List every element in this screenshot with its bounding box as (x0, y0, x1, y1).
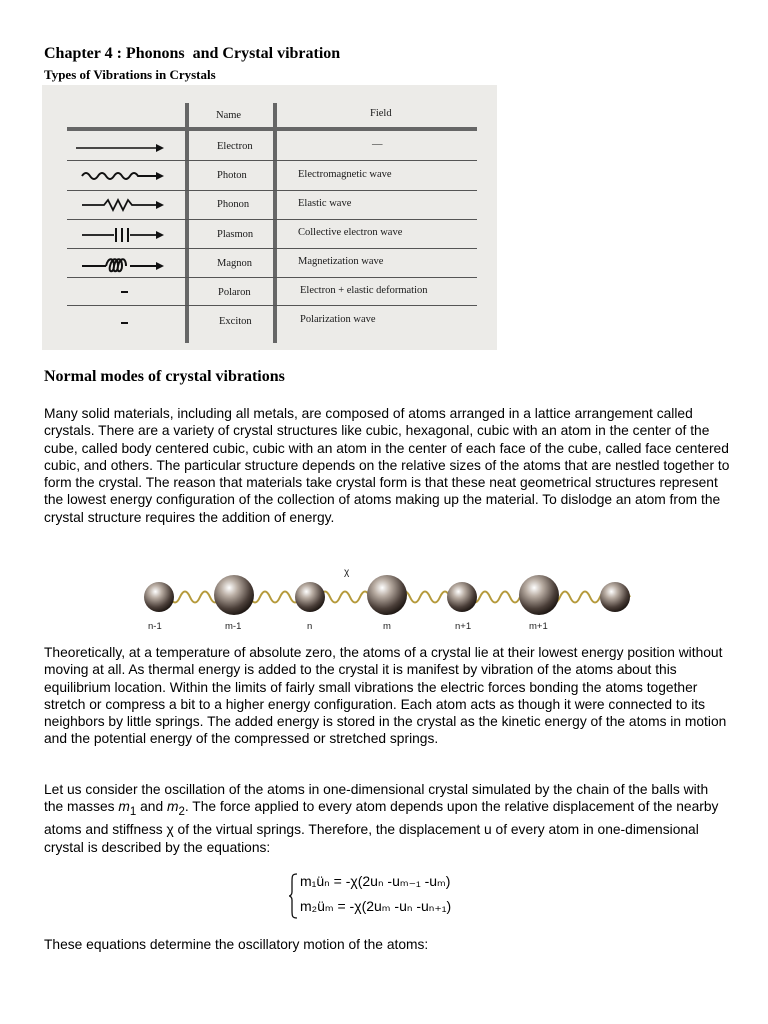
electron-arrow-icon (74, 141, 164, 155)
atom-large (367, 575, 407, 615)
table-cell-name: Polaron (218, 287, 251, 298)
left-brace-icon (288, 872, 298, 920)
paragraph-text: . The force applied to every atom depends upon the relative displacement of the nearby atoms and stiffness (44, 799, 719, 838)
atom-large (519, 575, 559, 615)
table-cell-name: Exciton (219, 316, 252, 327)
paragraph-thermal-vibration: Theoretically, at a temperature of absolute zero, the atoms of a crystal lie at their lowest energy position without moving at all. As thermal energy is added to the crystal it is manifest by vibration of the atoms about this equilibrium location. Within the limits of fairly small vibrations the electric forces bonding the atoms together stretch or compress a bit to a higher energy configuration. Each atom acts as though it were connected to its neighbors by little springs. The added energy is stored in the crystal as the kinetic energy of the atoms in motion and the potential energy of the compressed or stretched springs. (44, 645, 727, 747)
paragraph-text: and (136, 799, 167, 815)
table-cell-field: Electromagnetic wave (298, 169, 392, 180)
atom-label: m-1 (225, 621, 242, 632)
equation-2: m₂üₘ = -χ(2uₘ -uₙ -uₙ₊₁) (300, 898, 452, 914)
mass-subscript: 2 (178, 806, 185, 819)
table-cell-field: Electron + elastic deformation (300, 285, 428, 296)
atom-chain-figure (140, 563, 640, 635)
table-cell-name: Magnon (217, 258, 252, 269)
mass-subscript: 1 (129, 806, 137, 819)
table-cell-field: Collective electron wave (298, 227, 403, 238)
table-cell-name: Photon (217, 170, 247, 181)
equation-1: m₁üₙ = -χ(2uₙ -uₘ₋₁ -uₘ) (300, 873, 451, 889)
table-header-name: Name (216, 110, 242, 121)
paragraph-equations-intro: These equations determine the oscillatory motion of the atoms: (44, 937, 429, 952)
row-divider (67, 305, 477, 306)
table-divider-right (273, 103, 277, 343)
atom-label: m (383, 621, 391, 632)
polaron-dash-icon (119, 285, 131, 299)
table-cell-field: — (372, 139, 383, 150)
table-cell-field: Magnetization wave (298, 256, 384, 267)
row-divider (67, 160, 477, 161)
magnon-coil-icon (80, 257, 166, 273)
equations-block (288, 870, 498, 922)
table-divider-left (185, 103, 189, 343)
phonon-zigzag-icon (80, 198, 166, 212)
mass-symbol: m (118, 799, 130, 815)
table-cell-field: Elastic wave (298, 198, 352, 209)
table-cell-name: Electron (217, 141, 253, 152)
row-divider (67, 190, 477, 191)
atom-label: n-1 (148, 621, 162, 632)
row-divider (67, 277, 477, 278)
exciton-dash-icon (119, 316, 131, 330)
paragraph-oscillation-setup (44, 781, 730, 856)
stiffness-symbol: χ (166, 822, 174, 838)
atom-small (600, 582, 630, 612)
paragraph-text: of the virtual springs. Therefore, the displacement u of every atom in one-dimensional crystal is described by the equations: (44, 822, 699, 855)
table-cell-name: Plasmon (217, 229, 254, 240)
paragraph-lattice-intro: Many solid materials, including all metals, are composed of atoms arranged in a lattice arrangement called crystals. There are a variety of crystal structures like cubic, hexagonal, cubic with an atom in the center of the cube, called body centered cubic, cubic with an atom in the center of each face of the cube, called face centered cubic, and others. The particular structure depends on the relative sizes of the atoms that are nestled together to form the crystal. The reason that materials take crystal form is that these neat geometrical structures represent the lowest energy configuration of the collection of atoms making up the material. To dislodge an atom from the crystal structure requires the addition of energy. (44, 406, 730, 525)
plasmon-capacitor-icon (80, 227, 166, 243)
atom-large (214, 575, 254, 615)
row-divider (67, 248, 477, 249)
table-cell-name: Phonon (217, 199, 250, 210)
atom-small (295, 582, 325, 612)
row-divider (67, 219, 477, 220)
paragraph-text: Let us consider the oscillation of the atoms in one-dimensional crystal simulated by the chain of the balls with the masses (44, 782, 709, 815)
atom-label: n+1 (455, 621, 472, 632)
spring-label: χ (344, 567, 350, 578)
vibration-types-table (42, 85, 497, 350)
table-cell-field: Polarization wave (300, 314, 376, 325)
section-heading: Normal modes of crystal vibrations (44, 368, 285, 385)
chapter-title: Chapter 4 : Phonons and Crystal vibration (44, 45, 341, 62)
chapter-subtitle: Types of Vibrations in Crystals (44, 67, 216, 82)
photon-wave-icon (80, 169, 166, 183)
table-header-rule (67, 127, 477, 131)
atom-small (447, 582, 477, 612)
atom-label: m+1 (529, 621, 548, 632)
table-header-field: Field (370, 108, 392, 119)
atom-small (144, 582, 174, 612)
mass-symbol: m (166, 799, 179, 815)
atom-label: n (307, 621, 313, 632)
